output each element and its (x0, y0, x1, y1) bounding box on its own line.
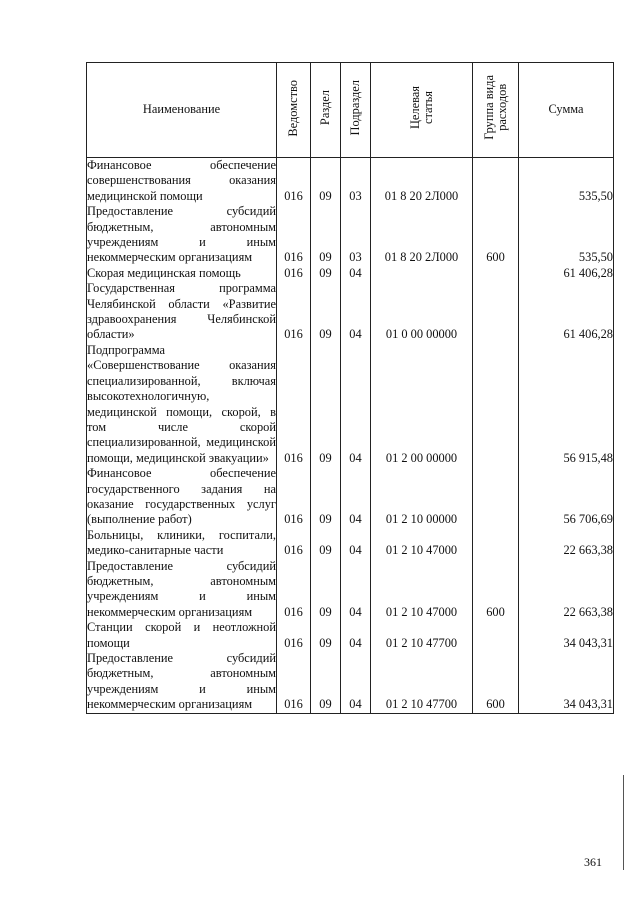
cell-sum: 61 406,28 (519, 266, 614, 281)
cell-target: 01 8 20 2Л000 (371, 204, 473, 266)
cell-name: Подпрограмма «Совершенствование оказания специализированной, включая высокотехнологичную, медицинской помощи, скорой, в том числе скорой специализированной, медицинской помощи, медицинской эвакуации» (87, 342, 276, 465)
cell-subsection: 04 (341, 266, 371, 281)
cell-section: 09 (311, 651, 341, 713)
cell-subsection: 04 (341, 343, 371, 466)
cell-sum: 22 663,38 (519, 528, 614, 559)
cell-subsection: 04 (341, 281, 371, 343)
cell-dept: 016 (277, 158, 311, 205)
cell-dept: 016 (277, 466, 311, 528)
cell-section: 09 (311, 204, 341, 266)
cell-group: 600 (473, 651, 519, 713)
table-body (87, 158, 614, 714)
cell-section: 09 (311, 528, 341, 559)
cell-name: Станции скорой и неотложной помощи (87, 620, 276, 650)
cell-name: Финансовое обеспечение государственного задания на оказание государственных услуг (выполнение работ) (87, 466, 276, 527)
cell-group (473, 343, 519, 466)
table-row (87, 266, 614, 281)
cell-group (473, 158, 519, 205)
table-row (87, 204, 614, 266)
cell-target: 01 2 10 47000 (371, 559, 473, 621)
cell-section: 09 (311, 281, 341, 343)
cell-target: 01 0 00 00000 (371, 281, 473, 343)
header-dept: Ведомство (277, 63, 311, 158)
cell-target: 01 2 10 00000 (371, 466, 473, 528)
cell-sum: 535,50 (519, 204, 614, 266)
cell-dept: 016 (277, 343, 311, 466)
cell-group (473, 620, 519, 651)
cell-dept: 016 (277, 266, 311, 281)
table-row (87, 528, 614, 559)
table-row (87, 343, 614, 466)
cell-dept: 016 (277, 204, 311, 266)
cell-section: 09 (311, 266, 341, 281)
cell-dept: 016 (277, 651, 311, 713)
cell-subsection: 04 (341, 466, 371, 528)
table-row (87, 559, 614, 621)
cell-sum: 22 663,38 (519, 559, 614, 621)
cell-dept: 016 (277, 528, 311, 559)
cell-dept: 016 (277, 559, 311, 621)
cell-subsection: 04 (341, 528, 371, 559)
cell-dept: 016 (277, 620, 311, 651)
cell-sum: 56 915,48 (519, 343, 614, 466)
cell-name: Финансовое обеспечение совершенствования оказания медицинской помощи (87, 158, 276, 203)
cell-section: 09 (311, 559, 341, 621)
cell-section: 09 (311, 158, 341, 205)
budget-table (86, 62, 614, 714)
table-row (87, 466, 614, 528)
cell-subsection: 03 (341, 204, 371, 266)
header-subsection: Подраздел (341, 63, 371, 158)
cell-sum: 34 043,31 (519, 620, 614, 651)
cell-group (473, 466, 519, 528)
cell-sum: 61 406,28 (519, 281, 614, 343)
cell-target: 01 2 10 47000 (371, 528, 473, 559)
cell-section: 09 (311, 466, 341, 528)
cell-sum: 535,50 (519, 158, 614, 205)
cell-subsection: 04 (341, 651, 371, 713)
table-header-row (87, 63, 614, 158)
cell-name: Предоставление субсидий бюджетным, автономным учреждениям и иным некоммерческим организациям (87, 204, 276, 265)
cell-target: 01 2 10 47700 (371, 651, 473, 713)
cell-dept: 016 (277, 281, 311, 343)
header-group: Группа вида расходов (473, 63, 519, 158)
header-sum: Сумма (519, 63, 614, 158)
cell-sum: 56 706,69 (519, 466, 614, 528)
cell-name: Предоставление субсидий бюджетным, автономным учреждениям и иным некоммерческим организациям (87, 651, 276, 712)
cell-subsection: 04 (341, 559, 371, 621)
header-target: Целевая статья (371, 63, 473, 158)
table-row (87, 281, 614, 343)
cell-target: 01 2 00 00000 (371, 343, 473, 466)
header-name: Наименование (87, 63, 277, 158)
cell-group (473, 266, 519, 281)
table-row (87, 651, 614, 713)
cell-group: 600 (473, 204, 519, 266)
cell-sum: 34 043,31 (519, 651, 614, 713)
cell-subsection: 03 (341, 158, 371, 205)
cell-target: 01 8 20 2Л000 (371, 158, 473, 205)
cell-subsection: 04 (341, 620, 371, 651)
cell-target (371, 266, 473, 281)
cell-group (473, 528, 519, 559)
cell-group (473, 281, 519, 343)
cell-name: Государственная программа Челябинской области «Развитие здравоохранения Челябинской области» (87, 281, 276, 342)
cell-group: 600 (473, 559, 519, 621)
cell-target: 01 2 10 47700 (371, 620, 473, 651)
cell-name: Предоставление субсидий бюджетным, автономным учреждениям и иным некоммерческим организациям (87, 558, 276, 619)
cell-section: 09 (311, 343, 341, 466)
cell-section: 09 (311, 620, 341, 651)
header-section: Раздел (311, 63, 341, 158)
cell-name: Больницы, клиники, госпитали, медико-санитарные части (87, 527, 276, 558)
table-row (87, 620, 614, 651)
cell-name: Скорая медицинская помощь (87, 266, 277, 281)
page-number: 361 (584, 855, 602, 869)
table-row (87, 158, 614, 205)
scan-edge-mark (623, 775, 624, 870)
